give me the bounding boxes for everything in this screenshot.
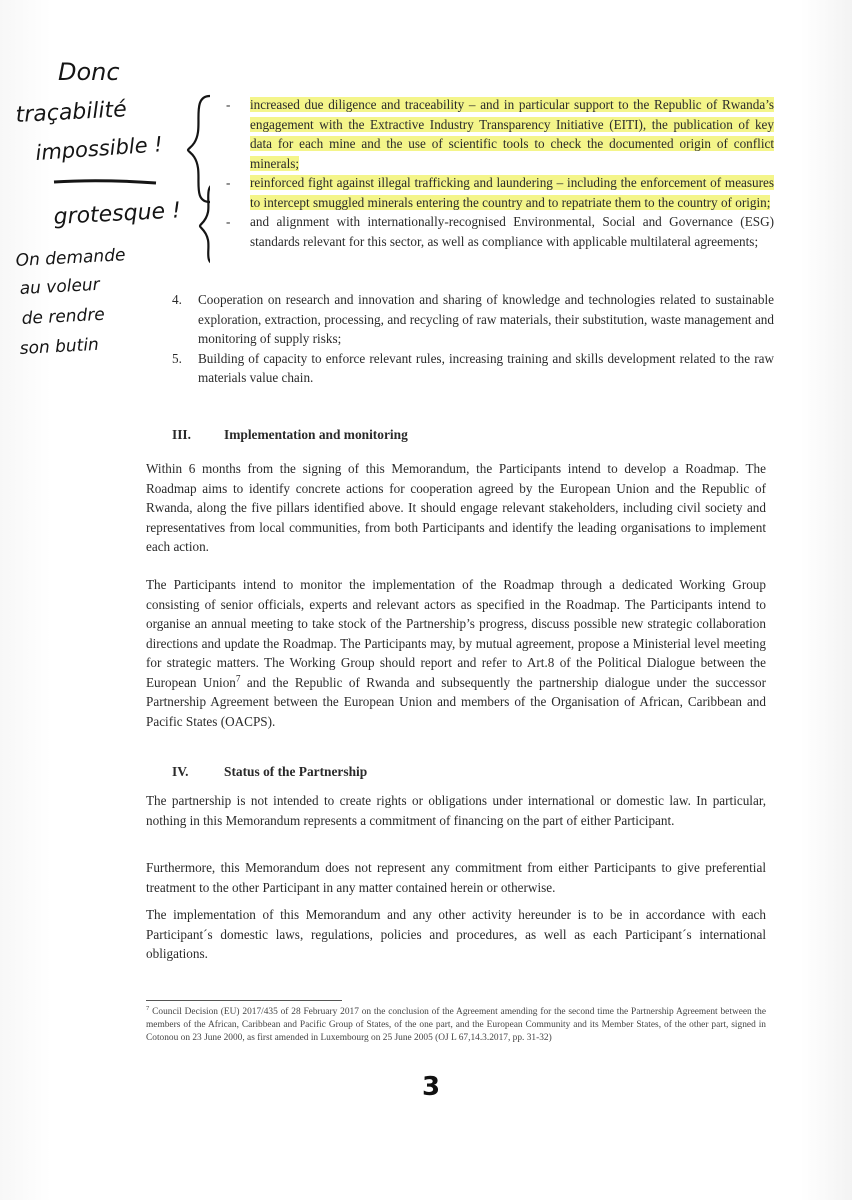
bullet-item-3 <box>226 212 774 251</box>
item-text: Cooperation on research and innovation and sharing of knowledge and technologies related to sustainable exploration, extraction, processing, and recycling of raw materials, their substitution, waste management and monitoring of supply risks; <box>198 292 774 346</box>
section-numeral: IV. <box>172 764 189 779</box>
item-number: 4. <box>172 292 182 307</box>
item-number: 5. <box>172 350 182 366</box>
bullet-text-highlighted: reinforced fight against illegal trafficking and laundering – including the enforcement of measures to intercept smuggled minerals entering the country and to repatriate them to the country of origin; <box>250 175 774 210</box>
handwriting-underline <box>54 181 156 183</box>
footnote <box>146 1006 766 1045</box>
bullet-text-highlighted: increased due diligence and traceability – and in particular support to the Republic of Rwanda’s engagement with the Extractive Industry Transparency Initiative (EITI), the publication of key data for each mine and the use of scientific tools to check the documented origin of conflict minerals; <box>250 97 774 171</box>
section-heading-implementation <box>172 427 408 443</box>
handwriting-line-7: de rendre <box>21 304 106 329</box>
bullet-text: and alignment with internationally-recognised Environmental, Social and Governance (ESG) standards relevant for this sector, as well as compliance with applicable multilateral agreements; <box>250 214 774 249</box>
section-title: Implementation and monitoring <box>224 427 408 442</box>
bullet-dash: - <box>226 175 231 190</box>
bullet-dash: - <box>226 97 231 112</box>
handwriting-line-2: traçabilité <box>15 97 128 128</box>
numbered-item-4 <box>172 290 774 349</box>
footnote-reference: 7 <box>235 673 241 684</box>
paragraph-text: The Participants intend to monitor the implementation of the Roadmap through a dedicated Working Group consisting of senior officials, experts and relevant actors as specified in the Roadmap. The Participants intend to organise an annual meeting to take stock of the Partnership’s progress, discuss possible new strategic collaboration directions and update the Roadmap. The Participants may, by mutual agreement, propose a Ministerial level meeting for strategic matters. The Working Group should report and refer to Art.8 of the Political Dialogue between the European Union <box>146 577 766 690</box>
footnote-marker: 7 <box>146 1004 150 1012</box>
numbered-item-5 <box>172 349 774 388</box>
bullet-dash: - <box>226 214 231 229</box>
handwriting-line-1: Donc <box>58 58 120 86</box>
handwriting-line-8: son butin <box>19 334 100 359</box>
paragraph-text: and the Republic of Rwanda and subsequently the partnership dialogue under the successor Partnership Agreement between the European Union and members of the Organisation of African, Caribbean and Pacific States (OACPS). <box>146 674 766 729</box>
section-heading-status <box>172 764 367 780</box>
paragraph-preferential: Furthermore, this Memorandum does not represent any commitment from either Participants to give preferential treatment to the other Participant in any matter contained herein or otherwise. <box>146 860 766 895</box>
footnote-divider <box>146 1000 342 1001</box>
item-text: Building of capacity to enforce relevant rules, increasing training and skills development related to the raw materials value chain. <box>198 350 774 385</box>
paragraph-domestic-laws: The implementation of this Memorandum and any other activity hereunder is to be in accordance with each Participant´s domestic laws, regulations, policies and procedures, as well as each Participant´s international obligations. <box>146 907 766 961</box>
brace-1-icon <box>188 96 210 202</box>
paragraph-roadmap: Within 6 months from the signing of this Memorandum, the Participants intend to develop a Roadmap. The Roadmap aims to identify concrete actions for cooperation agreed by the European Union and the Republic of Rwanda, along the five pillars identified above. It should engage relevant stakeholders, including civil society and representatives from local communities, from both Participants and identify the leading organisations to implement each action. <box>146 461 766 554</box>
bullet-list <box>226 95 774 251</box>
bullet-item-1 <box>226 95 774 173</box>
section-numeral: III. <box>172 427 191 442</box>
handwriting-line-4: grotesque ! <box>53 198 182 230</box>
page-number: 3 <box>422 1072 441 1102</box>
footnote-text: Council Decision (EU) 2017/435 of 28 February 2017 on the conclusion of the Agreement amending for the second time the Partnership Agreement between the members of the African, Caribbean and Pacific Group of States, of the one part, and the European Community and its Member States, of the other part, signed in Cotonou on 23 June 2000, as first amended in Luxembourg on 25 June 2005 (OJ L 67,14.3.2017, pp. 31-32) <box>146 1007 767 1043</box>
handwriting-line-3: impossible ! <box>34 132 164 165</box>
brace-2-icon <box>200 184 210 264</box>
paragraph-monitoring <box>146 575 766 731</box>
numbered-list <box>172 290 774 388</box>
handwriting-line-6: au voleur <box>19 274 101 299</box>
paragraph-rights: The partnership is not intended to create rights or obligations under international or domestic law. In particular, nothing in this Memorandum represents a commitment of financing on the part of either Participant. <box>146 793 766 828</box>
section-title: Status of the Partnership <box>224 764 368 779</box>
handwriting-line-5: On demande <box>15 245 126 271</box>
bullet-item-2 <box>226 173 774 212</box>
